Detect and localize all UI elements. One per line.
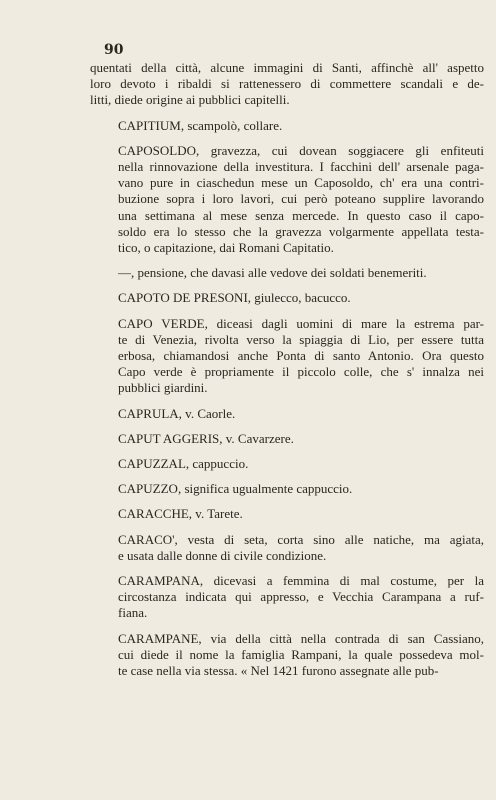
page-text [90,60,484,688]
text-line: tico, o capitazione, dai Romani Capitatio. [118,240,334,256]
dictionary-entry [90,431,484,447]
text-line: litti, diede origine ai pubblici capitelli. [90,92,290,108]
text-line: CAPITIUM, scampolò, collare. [118,117,283,133]
text-line: CAPUT AGGERIS, v. Cavarzere. [118,430,294,446]
text-line: CAPOSOLDO, gravezza, cui dovean soggiacere gli enfiteuti [118,142,484,158]
text-line: CARAMPANE, via della città nella contrada di san Cassiano, [118,630,484,646]
dictionary-entry [90,290,484,306]
text-line: e usata dalle donne di civile condizione. [118,547,327,563]
dictionary-entry [90,406,484,422]
text-line: te di Venezia, rivolta verso la spiaggia di Lio, per essere tutta [118,331,484,347]
text-line: fiana. [118,605,148,621]
text-line: CAPOTO DE PRESONI, giulecco, bacucco. [118,290,351,306]
dictionary-entry [90,631,484,680]
text-line: CARACO', vesta di seta, corta sino alle natiche, ma agiata, [118,531,484,547]
dictionary-entry [90,456,484,472]
text-line: CAPUZZAL, cappuccio. [118,456,249,472]
dictionary-entry [90,316,484,397]
text-line: cui diede il nome la famiglia Rampani, la quale possedeva mol- [118,646,484,662]
text-line: soldo era lo stesso che la gravezza volgarmente appellata testa- [118,223,484,239]
dictionary-entry [90,118,484,134]
text-line: CARACCHE, v. Tarete. [118,506,243,522]
text-line: CAPRULA, v. Caorle. [118,405,236,421]
text-line: te case nella via stessa. « Nel 1421 furono assegnate alle pub- [118,663,439,679]
text-line: buzione sopra i loro lavori, cui però poteano supplire lavorando [118,191,484,207]
dictionary-entry [90,481,484,497]
dictionary-entry [90,532,484,564]
text-line: CARAMPANA, dicevasi a femmina di mal costume, per la [118,573,484,589]
dictionary-entry [90,265,484,281]
text-line: loro devoto i ribaldi si rattenessero di commettere scandali e de- [90,76,484,92]
text-line: circostanza indicata qui appresso, e Vecchia Carampana a ruf- [118,589,484,605]
text-line: vano pure in ciaschedun mese un Caposoldo, ch' era una contri- [118,175,484,191]
text-line: CAPO VERDE, diceasi dagli uomini di mare la estrema par- [118,315,484,331]
page-number: 90 [104,42,124,58]
text-line: erbosa, chiamandosi anche Ponta di santo Antonio. Ora questo [118,348,484,364]
text-line: una settimana al mese senza mercede. In questo caso il capo- [118,207,484,223]
text-line: Capo verde è propriamente il piccolo colle, che s' innalza nei [118,364,484,380]
text-line: —, pensione, che davasi alle vedove dei soldati benemeriti. [118,265,427,281]
dictionary-entry [90,60,484,109]
dictionary-entry [90,573,484,622]
text-line: quentati della città, alcune immagini di Santi, affinchè all' aspetto [90,60,484,75]
dictionary-entry [90,506,484,522]
text-line: nella rinnovazione della investitura. I facchini dell' arsenale paga- [118,159,484,175]
text-line: CAPUZZO, significa ugualmente cappuccio. [118,481,353,497]
dictionary-entry [90,143,484,256]
text-line: pubblici giardini. [118,380,208,396]
